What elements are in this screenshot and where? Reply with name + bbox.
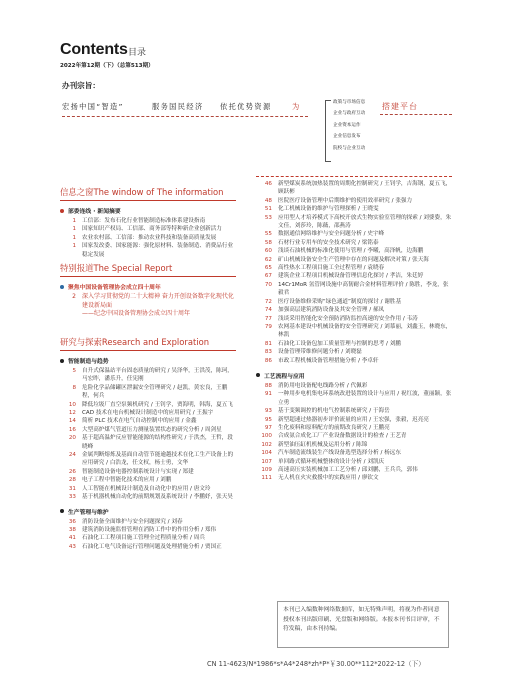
toc-entry[interactable]: 67 建筑企业工程项目机械设备管理信息化探讨 / 孝洁，朱廷婷 [264,273,424,280]
contents-title: Contents [60,41,128,58]
section-special [60,262,236,319]
toc-entry[interactable]: 111 无人机在火灾救援中的实践应用 / 廖钦文 [261,475,379,482]
section-divider [60,350,236,351]
section-special-title: 特别报道The Special Report [60,263,173,273]
sub-heading: 智能制造与趋势 [60,356,236,365]
toc-entry[interactable]: 88 消防用电设备配电线路分析 / 代佩彩 [264,382,368,389]
toc-entry[interactable]: 91 一种用步电机集电环系统改进装置的设计与应用 / 祝红波，董丽颖，张立勇 [264,391,452,406]
toc-entry[interactable]: 16 大型高炉煤气管道压力测量装置状态的研究分析 / 周剑星 [68,426,222,433]
toc-entry[interactable]: 8 危险化学品储罐区泄漏安全管理研究 / 赵凯，黄宏良，王鹏程，何兵 [72,384,228,400]
toc-entry[interactable]: 95 新型超速过热器初步评价流量的应用 / 王宏强，张毅，迟亮亮 [264,416,429,423]
toc-entry[interactable]: 107 单回路式循环机械整体的设计分析 / 刘凯庆 [261,458,385,465]
filled-circle-icon [60,209,64,213]
toc-entry[interactable]: 65 高性热水工程项目施工全过程管理 / 袁晓春 [264,265,385,272]
publication-code: CN 11-4623/N*1986*s*A4*248*zh*P*￥30.00**112*2022-12（下） [207,660,425,668]
toc-entry[interactable]: 51 化工机械设备的维护与管理探析 / 王晓雯 [264,206,379,213]
toc-entry[interactable]: 36 消防设备全面维护与安全问题探究 / 刘春 [68,518,183,525]
toc-entry[interactable]: 1 国家发改委、国家能源：强化原材料、装备制造、消费品行业稳定发展 [72,243,234,258]
motto-end-dash [380,114,452,115]
toc-entry[interactable]: 79 农网基本建设中机械设备的安全管理研究 / 刘慕丽，刘鑫玉，林晓东，林凯 [264,323,452,339]
sub-heading: 部委连线 · 新闻摘要 [60,206,236,215]
section-info [60,186,236,259]
toc-entry[interactable]: 109 高速高压实装机械加工工艺分析 / 邱刘鹏，王兵兵，郭伟 [261,467,418,473]
toc-entry[interactable]: 53 应用型人才培养模式下高校开放式生物实验室管理的探索 / 刘婆姿，朱文佳，刘莎玲，陈薇，邵燕涛 [264,214,452,230]
toc-entry[interactable]: 20 基于超高温炉反应智能能源的结构性研究 / 于洪杰，王哲，段晓峰 [68,435,233,450]
toc-entry[interactable]: 97 生化废料和原料配方的前期改良研究 / 王鹏亮 [264,424,390,431]
support-list [333,97,365,154]
filled-circle-icon [60,285,64,289]
sub-heading: 工艺流程与应用 [256,371,452,380]
motto-dash-line [62,116,308,117]
filled-circle-icon [60,509,64,513]
filled-circle-icon [60,359,64,363]
toc-entry[interactable]: 33 基于机器机械自动化的前期规划及系统设计 / 李鹏妤，张天昊 [68,494,233,501]
toc-entry[interactable]: 46 新型煤炭系统加热装置的周期化控制研究 / 王钊学，吉海钢，夏五飞，顾跃彬 [264,181,452,196]
toc-entry[interactable]: 41 石油化工工程项目施工管理全过程质量分析 / 周兵 [68,535,205,542]
toc-entry[interactable]: 12 CAD 技术在电台机械设计制造中的应用研究 / 王振宇 [68,410,214,417]
section-research [60,336,236,551]
support-item: 院校与企业互动 [333,145,366,151]
toc-entry[interactable]: 2 深入学习贯彻党的二十大精神 奋力开创设备数字化现代化建设新局面 [72,293,234,309]
motto-2: 服务国民经济 [152,102,204,111]
sub-heading: 生产管理与维护 [60,507,236,516]
support-item: 企业信息发布 [333,134,361,140]
right-column [256,180,452,483]
toc-entry[interactable]: 38 建筑消防设施监督管理在消防工作中的作用分析 / 郑伟 [68,526,217,533]
toc-entry[interactable]: 48 医院医疗设备管理中后期维护的使用效率研究 / 张强力 [264,197,413,204]
toc-entry[interactable]: 58 石材行业专用车的安全技术研究 / 梁铭泰 [264,239,379,246]
motto-1: 宏扬中国“智造” [62,102,124,111]
filled-circle-icon [256,373,260,377]
toc-entry[interactable]: 26 智能制造设备电器控制系统设计与实现 / 郑建 [68,468,194,475]
right-column-divider [256,176,452,177]
toc-entry[interactable]: 1 工信部：发布石化行业智能制造标准体系建设指南 [72,218,206,224]
motto-end: 搭建平台 [382,102,418,111]
support-brace [325,100,331,162]
purpose-title: 办刊宗旨： [62,81,100,90]
toc-entry[interactable]: 43 石油化工电气设备运行管理问题及处理措施分析 / 贾国正 [68,543,222,550]
toc-entry[interactable]: 62 矿山机械设备安全生产管理中存在的问题及解决对策 / 张天海 [264,256,429,263]
toc-entry[interactable]: 1 农业农村部、工信部：推动农业科技和装备高质量发展 [72,234,217,241]
toc-entry[interactable]: 72 医疗设备维修采购“绿色通道”制度的探讨 / 谢胜基 [264,298,402,305]
toc-entry[interactable]: 70 14Cr1MoR 氢管网设施中高韧耐合金材料管理评价 / 陈胜，李龙，张毅君 [264,281,449,297]
section-divider [60,200,236,201]
support-item: 企业与政府互动 [333,111,366,117]
section-info-title: 信息之窗The window of The information [60,187,224,197]
motto-wei: 为 [292,102,300,111]
toc-entry[interactable]: 93 基于变频调控的机电气控制系统研究 / 于海岳 [264,408,390,415]
toc-entry[interactable]: 60 浅谈石油机械的标准化使用与管理 / 李曦，高泽帆，边海鹏 [264,248,424,255]
toc-entry[interactable]: 10 降低垃圾厂直空泵频机研究 / 王钊学，贾海明，韩海，夏五飞 [68,401,233,408]
toc-entry[interactable]: 14 简析 PLC 技术在电气自动控制中的应用 / 金鑫 [68,418,197,425]
section-research-title: 研究与探索Research and Exploration [60,337,210,347]
toc-entry[interactable]: 81 石油化工设备包加工质量管理与控制的思考 / 刘鹏 [264,340,401,347]
support-item: 企业资本运作 [333,122,361,128]
toc-entry[interactable]: 74 加强高层建筑消防设备及其安全管理 / 郝凤 [264,307,385,314]
toc-entry[interactable]: 24 金属判断熔炼及基面自动管节能逾越技术在化工生产设备上的应用研究 / 白浩龙，任文权，杨士勇，文华 [68,452,234,467]
toc-entry[interactable]: 102 新型油压缸机机械及运用分析 / 陈锦 [261,441,368,448]
toc-entry[interactable]: 100 合成氨合成化工厂产业设备数据设计的检查 / 王艺青 [261,433,407,440]
motto-3: 依托优势资源 [220,102,272,111]
toc-entry[interactable]: 77 浅谈采用智能化安全预防消防监控高速的安全作用 / 韦涛 [264,315,418,322]
toc-entry[interactable]: ——纪念中国设备管理协会成立四十周年 [82,310,191,318]
section-divider [60,276,236,277]
toc-entry[interactable]: 104 汽车制造流线装生产线设备选型选择分析 / 杨远东 [261,450,401,457]
toc-entry[interactable]: 1 国家知识产权局、工信部、商务部等特种新企业创新活力 [72,226,222,233]
toc-entry[interactable]: 83 设备管理带维修问题分析 / 刘晓磊 [264,349,362,356]
toc-entry[interactable]: 86 市政工程机械设备管理措施分析 / 李卓轩 [264,357,379,364]
mulu-label: 目录 [128,48,147,58]
toc-entry[interactable]: 28 电子工程中智能化技术的应用 / 刘鹏 [68,477,172,484]
toc-entry[interactable]: 5 自升式保温站平台固态质量的研究 / 吴泽华，王洪茂，陈珂，马宏昨，潘乐升，任宪刚 [72,368,233,383]
support-item: 政策与市场信息 [333,100,366,105]
copyright-notice: 本刊已入编数种网络数据库，如无特殊声明，将视为作者同意授权本刊出版印刷、光盘版和网络版。本报本刊书目评审，不符发稿，由本刊持编。 [277,601,449,648]
issue-info: 2022年第12期（下）（总第513期） [60,63,154,69]
toc-entry[interactable]: 55 数据通信网络维护与安全问题分析 / 史宇峰 [264,231,385,238]
sub-heading: 聚焦中国设备管理协会成立四十周年 [60,282,236,291]
toc-entry[interactable]: 31 人工智能在机械设计制造及自动化中的应用 / 唐文玲 [68,485,211,492]
